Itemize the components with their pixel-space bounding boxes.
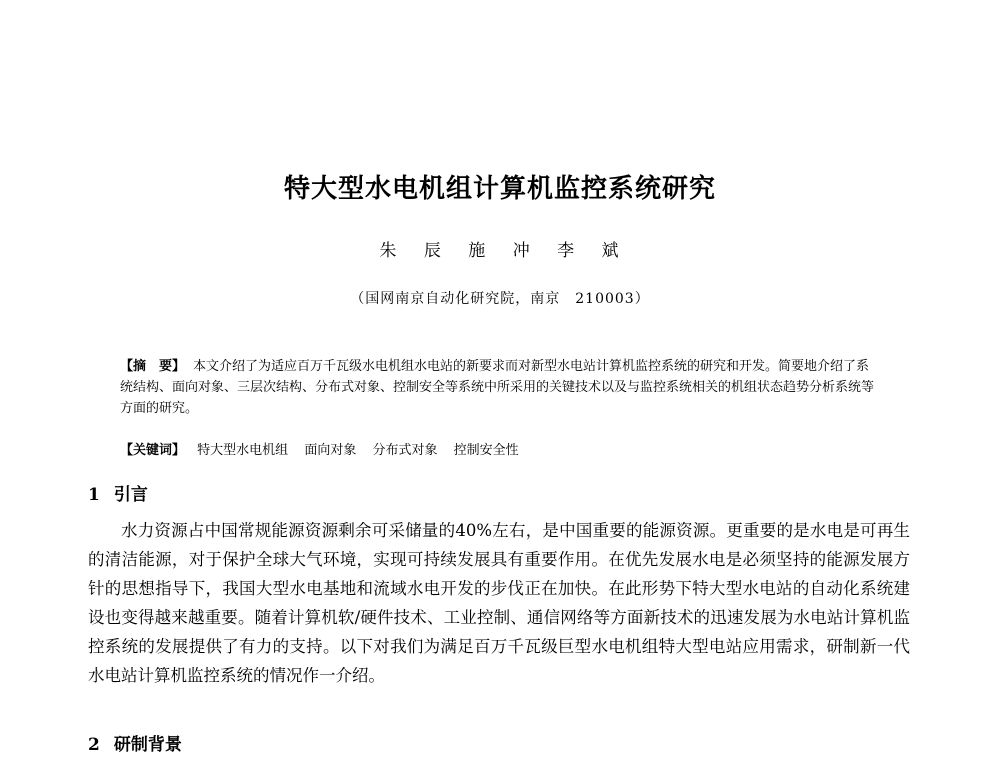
- section-number: 2: [88, 735, 100, 755]
- keyword: 分布式对象: [372, 443, 438, 458]
- section-heading: [88, 480, 148, 505]
- keywords-block: [120, 440, 880, 461]
- keywords-label: 【关键词】: [120, 443, 186, 458]
- paper-authors: 朱 辰 施 冲 李 斌: [379, 241, 621, 261]
- abstract-text: 本文介绍了为适应百万千瓦级水电机组水电站的新要求而对新型水电站计算机监控系统的研究和开发。简要地介绍了系统结构、面向对象、三层次结构、分布式对象、控制安全等系统中所采用的关键技术以及与监控系统相关的机组状态趋势分析系统等方面的研究。: [120, 359, 875, 416]
- paper-title: 特大型水电机组计算机监控系统研究: [283, 174, 716, 204]
- section-number: 1: [88, 485, 100, 505]
- section-paragraph: 水力资源占中国常规能源资源剩余可采储量的40%左右，是中国重要的能源资源。更重要的是水电是可再生的清洁能源，对于保护全球大气环境，实现可持续发展具有重要作用。在优先发展水电是必须坚持的能源发展方针的思想指导下，我国大型水电基地和流域水电开发的步伐正在加快。在此形势下特大型水电站的自动化系统建设也变得越来越重要。随着计算机软/硬件技术、工业控制、通信网络等方面新技术的迅速发展为水电站计算机监控系统的发展提供了有力的支持。以下对我们为满足百万千瓦级巨型水电机组特大型电站应用需求，研制新一代水电站计算机监控系统的情况作一介绍。: [88, 521, 910, 685]
- keyword: 特大型水电机组: [197, 443, 289, 458]
- section-heading: [88, 730, 182, 755]
- abstract-block: [120, 356, 880, 419]
- keyword: 面向对象: [304, 443, 357, 458]
- section-title: 研制背景: [113, 735, 182, 755]
- abstract-label: 【摘 要】: [120, 359, 186, 374]
- paper-affiliation: （国网南京自动化研究院，南京 210003）: [350, 291, 650, 307]
- keyword: 控制安全性: [453, 443, 519, 458]
- section-title: 引言: [113, 485, 148, 505]
